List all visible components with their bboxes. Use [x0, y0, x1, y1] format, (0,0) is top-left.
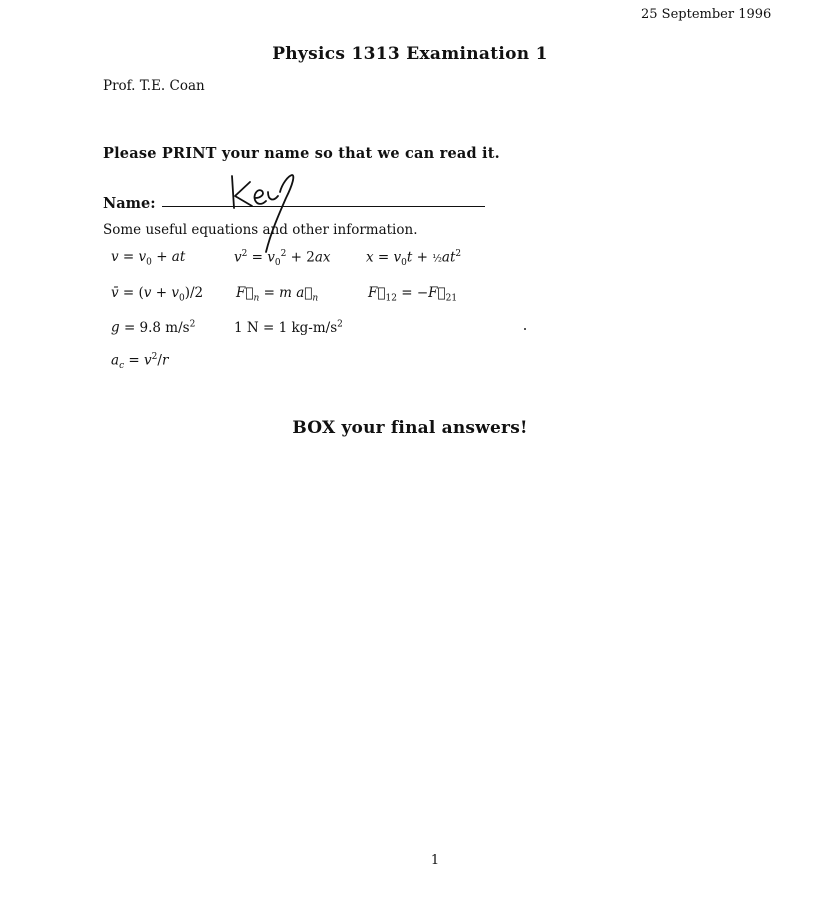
- handwritten-key-signature: [228, 170, 318, 260]
- equation-velocity-squared: $v^2 = v_0^2 + 2ax$: [234, 249, 331, 269]
- page-number: 1: [430, 853, 440, 868]
- equation-newton-unit: 1 N = 1 $kg-m/s^2$: [234, 319, 343, 336]
- equation-velocity: $v = v_0$ + at: [111, 249, 186, 268]
- equation-average-velocity: v̄ = $(v + v_0)/2$: [111, 285, 204, 304]
- equation-newton-second-law: $F⃗_n = m$ $a⃗_n$: [236, 285, 319, 304]
- exam-date: 25 September 1996: [641, 7, 772, 22]
- name-label: Name:: [103, 195, 156, 212]
- print-name-instruction: Please PRINT your name so that we can read it.: [103, 145, 500, 162]
- professor-name: Prof. T.E. Coan: [103, 78, 205, 94]
- equation-newton-third-law: $F⃗_{12}$ = $-F⃗_{21}$: [368, 285, 458, 304]
- equations-intro: Some useful equations and other information.: [103, 222, 418, 238]
- equation-position: $x = v_0t$ + $\frac{1}{2}at^2$: [366, 249, 462, 269]
- name-line: [162, 206, 485, 207]
- box-answers-instruction: BOX your final answers!: [292, 418, 528, 438]
- equation-gravity: g = 9.8 $m/s^2$: [111, 319, 196, 336]
- stray-mark: [524, 328, 526, 330]
- equation-centripetal: $a_c = v^2/r$: [111, 352, 169, 372]
- exam-title: Physics 1313 Examination 1: [272, 44, 548, 64]
